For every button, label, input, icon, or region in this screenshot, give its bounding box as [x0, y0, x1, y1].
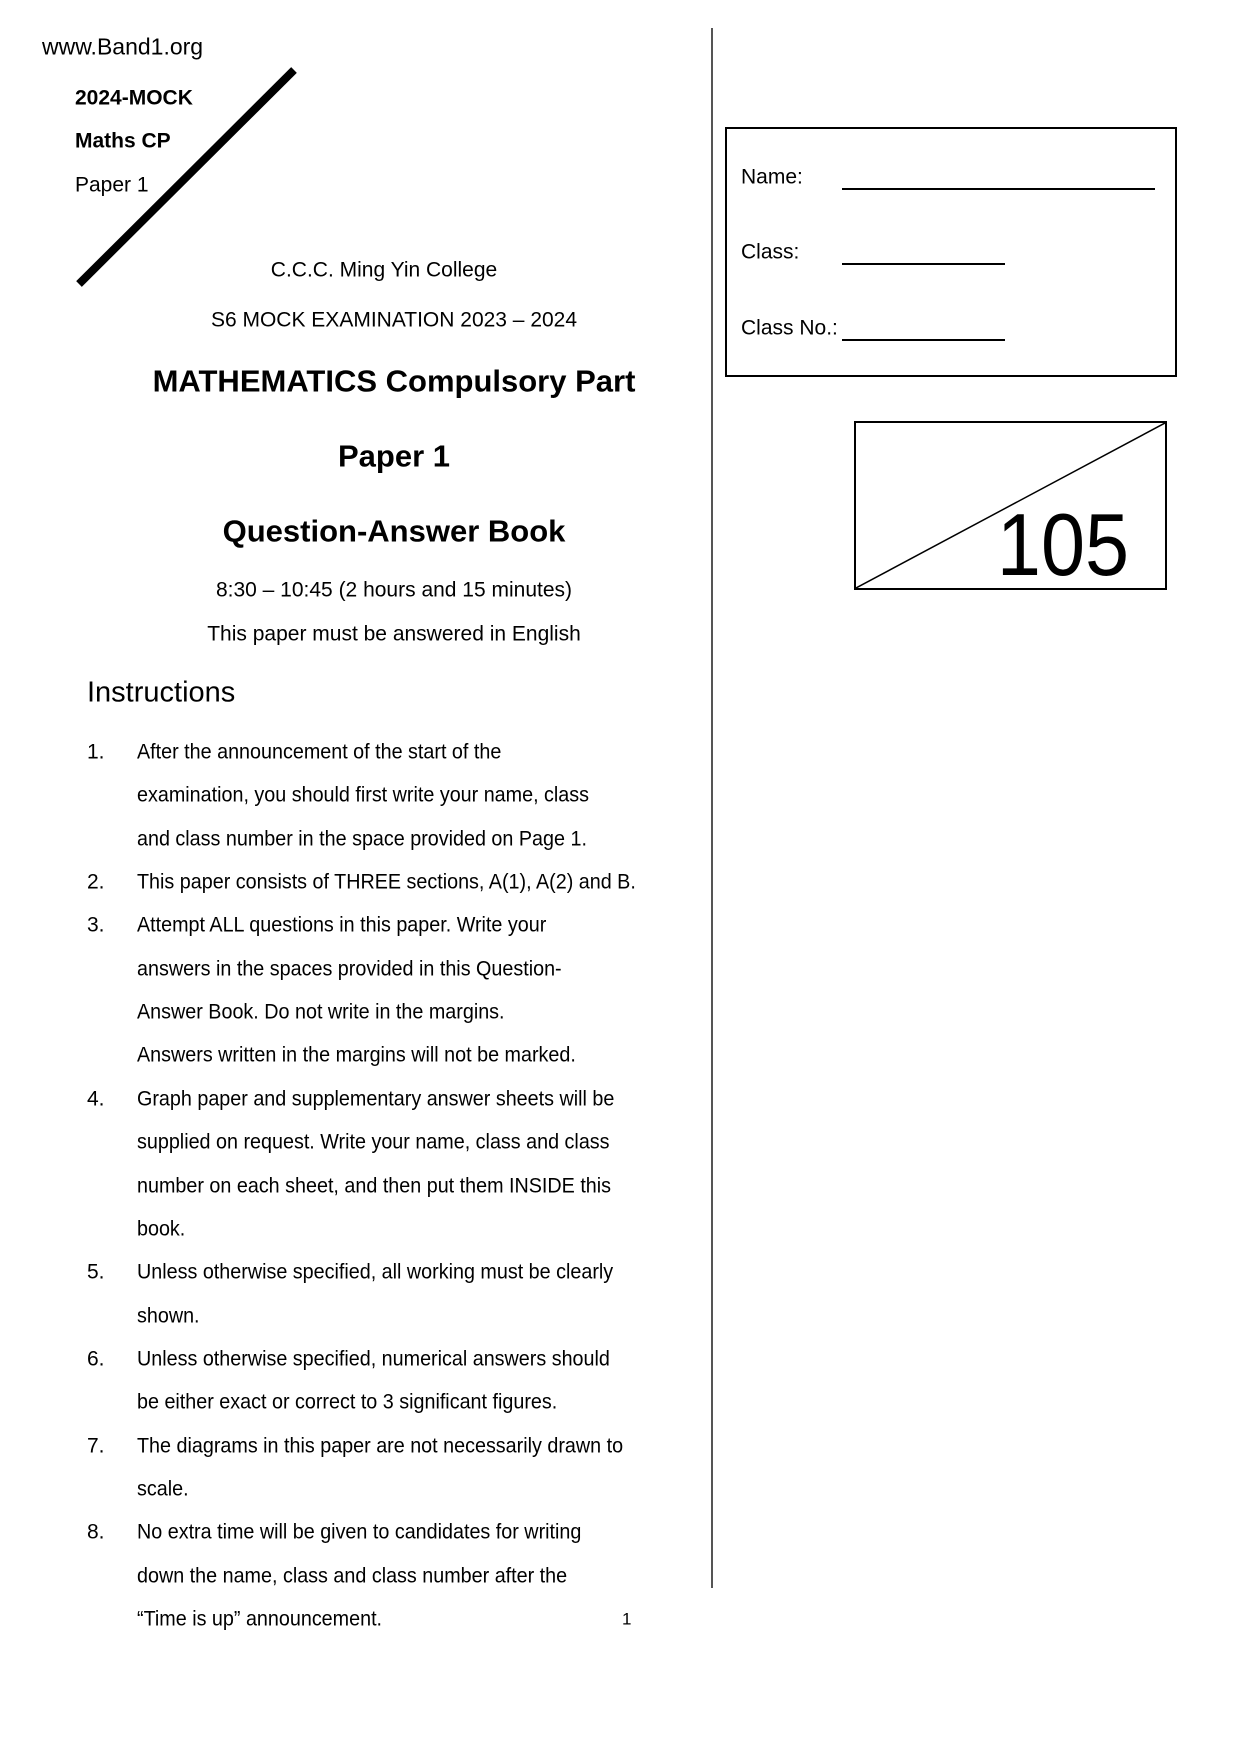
corner-exam-code: 2024-MOCK — [75, 86, 193, 110]
exam-time: 8:30 – 10:45 (2 hours and 15 minutes) — [215, 578, 573, 602]
paper-title: Paper 1 — [337, 438, 451, 474]
instruction-number: 3. — [87, 913, 105, 937]
instruction-number: 4. — [87, 1087, 105, 1111]
instruction-text-line: and class number in the space provided on Page 1. — [137, 827, 587, 851]
instruction-text-line: supplied on request. Write your name, class and class — [137, 1130, 610, 1154]
instruction-text-line: “Time is up” announcement. — [137, 1607, 383, 1631]
instruction-text-line: Attempt ALL questions in this paper. Write your — [137, 913, 547, 937]
instruction-text-line: No extra time will be given to candidates for writing — [137, 1520, 582, 1544]
corner-paper: Paper 1 — [75, 173, 149, 197]
instruction-text-line: shown. — [137, 1304, 200, 1328]
instruction-number: 5. — [87, 1260, 105, 1284]
instruction-text-line: Graph paper and supplementary answer sheets will be — [137, 1087, 615, 1111]
instructions-heading: Instructions — [87, 676, 236, 709]
corner-slash-mark — [0, 0, 320, 300]
instruction-number: 7. — [87, 1434, 105, 1458]
instruction-text-line: number on each sheet, and then put them INSIDE this — [137, 1174, 612, 1197]
instruction-text-line: The diagrams in this paper are not necessarily drawn to — [137, 1434, 624, 1458]
instruction-text-line: answers in the spaces provided in this Question- — [137, 957, 562, 981]
page-number: 1 — [622, 1609, 632, 1629]
instruction-text-line: Answers written in the margins will not be marked. — [137, 1043, 576, 1067]
instruction-text-line: Unless otherwise specified, all working must be clearly — [137, 1260, 614, 1284]
school-name: C.C.C. Ming Yin College — [270, 258, 498, 282]
instruction-text-line: This paper consists of THREE sections, A(1), A(2) and B. — [137, 870, 636, 894]
class-no-field[interactable] — [842, 339, 1005, 341]
instruction-text-line: Unless otherwise specified, numerical answers should — [137, 1347, 610, 1371]
instruction-text-line: examination, you should first write your name, class — [137, 783, 590, 807]
class-no-label: Class No.: — [741, 316, 838, 340]
class-label: Class: — [741, 240, 800, 264]
instruction-text-line: down the name, class and class number after the — [137, 1564, 568, 1588]
instruction-text-line: be either exact or correct to 3 significant figures. — [137, 1390, 558, 1414]
book-title: Question-Answer Book — [222, 513, 566, 549]
instruction-number: 1. — [87, 740, 105, 764]
subject-title: MATHEMATICS Compulsory Part — [152, 363, 636, 399]
instruction-text-line: scale. — [137, 1477, 189, 1501]
instruction-text-line: After the announcement of the start of the — [137, 740, 502, 764]
instruction-text-line: Answer Book. Do not write in the margins. — [137, 1000, 505, 1024]
language-note: This paper must be answered in English — [207, 622, 581, 646]
instruction-number: 8. — [87, 1520, 105, 1544]
instruction-number: 2. — [87, 870, 105, 894]
class-field[interactable] — [842, 263, 1005, 265]
name-label: Name: — [741, 165, 803, 189]
instruction-number: 6. — [87, 1347, 105, 1371]
name-field[interactable] — [842, 188, 1155, 190]
margin-divider — [711, 28, 713, 1588]
exam-title: S6 MOCK EXAMINATION 2023 – 2024 — [210, 308, 578, 332]
instruction-text-line: book. — [137, 1217, 186, 1241]
watermark-url: www.Band1.org — [42, 33, 204, 60]
corner-subject: Maths CP — [75, 129, 171, 153]
score-value: 105 — [996, 495, 1130, 594]
